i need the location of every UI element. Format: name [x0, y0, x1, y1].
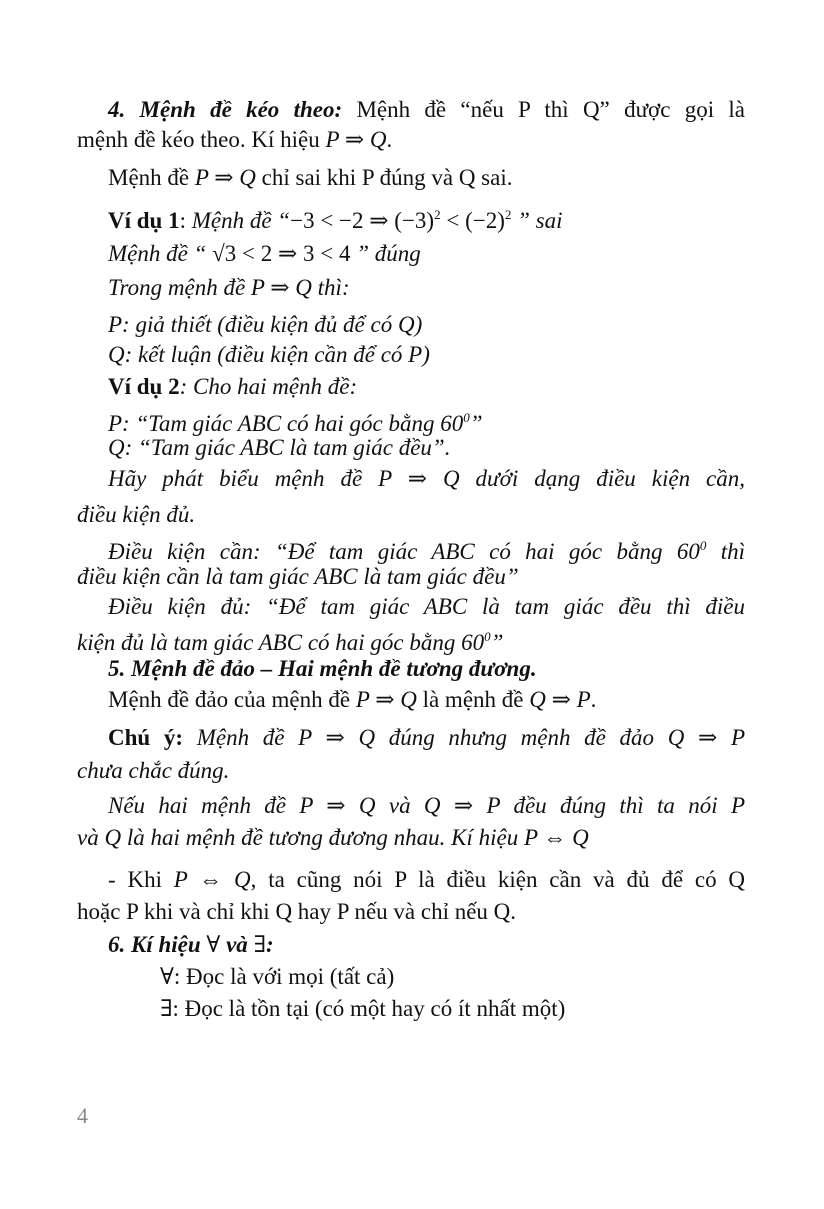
text-segment: chỉ sai khi P đúng và Q sai. — [255, 165, 513, 190]
text-segment: Ví dụ 2 — [108, 374, 180, 399]
text-segment: mệnh đề kéo theo. Kí hiệu — [77, 127, 326, 152]
text-line — [77, 125, 392, 155]
text-segment: Trong mệnh đề P ⇒ Q thì: — [108, 275, 350, 300]
text-segment: hoặc P khi và chỉ khi Q hay P nếu và chỉ nếu Q. — [77, 899, 517, 924]
text-line — [108, 239, 421, 269]
text-line — [108, 372, 357, 402]
text-segment: ∃: Đọc là tồn tại (có một hay có ít nhất một) — [160, 996, 566, 1021]
text-segment: là mệnh đề — [416, 687, 530, 712]
text-line — [108, 340, 430, 370]
text-segment: ” đúng — [350, 241, 421, 266]
text-segment: Mệnh đề “ — [191, 208, 291, 233]
page-number: 4 — [77, 1103, 88, 1128]
text-segment: P ⇒ Q — [325, 127, 387, 152]
text-segment: ” — [469, 411, 483, 436]
text-line — [77, 500, 195, 530]
text-segment: . — [386, 127, 393, 152]
text-segment: kiện đủ là tam giác ABC có hai góc bằng 60 — [77, 630, 485, 655]
text-segment: : — [266, 932, 274, 957]
text-segment: ∀: Đọc là với mọi (tất cả) — [160, 964, 395, 989]
text-segment: điều kiện cần là tam giác ABC là tam giác đều” — [77, 564, 519, 589]
text-segment: 5. Mệnh đề đảo – Hai mệnh đề tương đương. — [108, 656, 537, 681]
text-line — [108, 95, 745, 125]
text-segment: : Cho hai mệnh đề: — [179, 374, 358, 399]
text-line — [77, 562, 519, 592]
text-segment: Nếu hai mệnh đề P ⇒ Q và Q ⇒ P đều đúng thì ta nói P — [108, 793, 745, 818]
text-line — [108, 273, 350, 303]
text-segment: ∃ — [253, 932, 267, 957]
text-line — [108, 433, 450, 463]
superscript: 2 — [504, 207, 512, 222]
text-segment: : — [179, 208, 192, 233]
text-segment: √3 < 2 ⇒ 3 < 4 — [212, 241, 351, 266]
text-segment: 4. Mệnh đề kéo theo: — [108, 97, 343, 122]
text-line — [108, 791, 745, 821]
text-segment: Mệnh đề “ — [108, 241, 213, 266]
text-segment: P ⇒ Q — [355, 687, 417, 712]
text-segment: Mệnh đề “nếu P thì Q” được gọi là — [342, 97, 745, 122]
text-segment: điều kiện đủ. — [77, 502, 196, 527]
text-segment: P ⇔ Q — [173, 867, 251, 892]
text-line — [108, 865, 745, 895]
text-line — [108, 723, 745, 753]
text-segment: Chú ý: — [108, 725, 184, 750]
text-line — [108, 930, 274, 960]
text-line — [108, 310, 422, 340]
text-segment: Ví dụ 1 — [108, 208, 180, 233]
text-line — [108, 464, 745, 494]
text-line — [160, 994, 565, 1024]
text-line — [77, 897, 516, 927]
text-segment: ∀ — [200, 932, 227, 957]
text-segment: P: giả thiết (điều kiện đủ để có Q) — [108, 312, 423, 337]
text-segment: Q: kết luận (điều kiện cần để có P) — [108, 342, 430, 367]
text-segment: Hãy phát biểu mệnh đề P ⇒ Q dưới dạng điều kiện cần, — [108, 466, 745, 491]
text-segment: thì — [706, 539, 745, 564]
text-segment: ” sai — [511, 208, 563, 233]
text-segment: . — [590, 687, 597, 712]
text-line — [108, 685, 596, 715]
text-line — [160, 962, 394, 992]
text-segment: chưa chắc đúng. — [77, 758, 230, 783]
text-segment: Q: “Tam giác ABC là tam giác đều”. — [108, 435, 451, 460]
text-line — [108, 163, 512, 193]
text-line — [108, 654, 537, 684]
text-line — [108, 200, 563, 236]
text-segment: - Khi — [108, 867, 174, 892]
text-segment: và Q là hai mệnh đề tương đương nhau. Kí hiệu P ⇔ Q — [77, 825, 589, 850]
text-segment: Mệnh đề đảo của mệnh đề — [108, 687, 356, 712]
superscript: 0 — [463, 410, 470, 425]
text-segment: và — [226, 932, 254, 957]
text-segment: < (−2) — [440, 208, 505, 233]
text-segment: Q ⇒ P — [529, 687, 591, 712]
text-segment: 6. Kí hiệu — [108, 932, 201, 957]
text-segment: P: “Tam giác ABC có hai góc bằng 60 — [108, 411, 464, 436]
text-line — [77, 756, 229, 786]
superscript: 2 — [434, 207, 441, 222]
text-segment: , ta cũng nói P là điều kiện cần và đủ để có Q — [250, 867, 745, 892]
superscript: 0 — [484, 629, 491, 644]
text-segment: ” — [490, 630, 504, 655]
superscript: 0 — [699, 538, 707, 553]
text-segment: Mệnh đề P ⇒ Q đúng nhưng mệnh đề đảo Q ⇒ P — [183, 725, 746, 750]
text-segment: P ⇒ Q — [194, 165, 256, 190]
text-line — [77, 823, 589, 853]
text-line — [108, 592, 745, 622]
text-segment: Điều kiện cần: “Để tam giác ABC có hai góc bằng 60 — [108, 539, 700, 564]
text-segment: Mệnh đề — [108, 165, 195, 190]
text-segment: −3 < −2 ⇒ (−3) — [290, 208, 435, 233]
text-line — [77, 622, 503, 658]
text-segment: Điều kiện đủ: “Để tam giác ABC là tam giác đều thì điều — [108, 594, 745, 619]
